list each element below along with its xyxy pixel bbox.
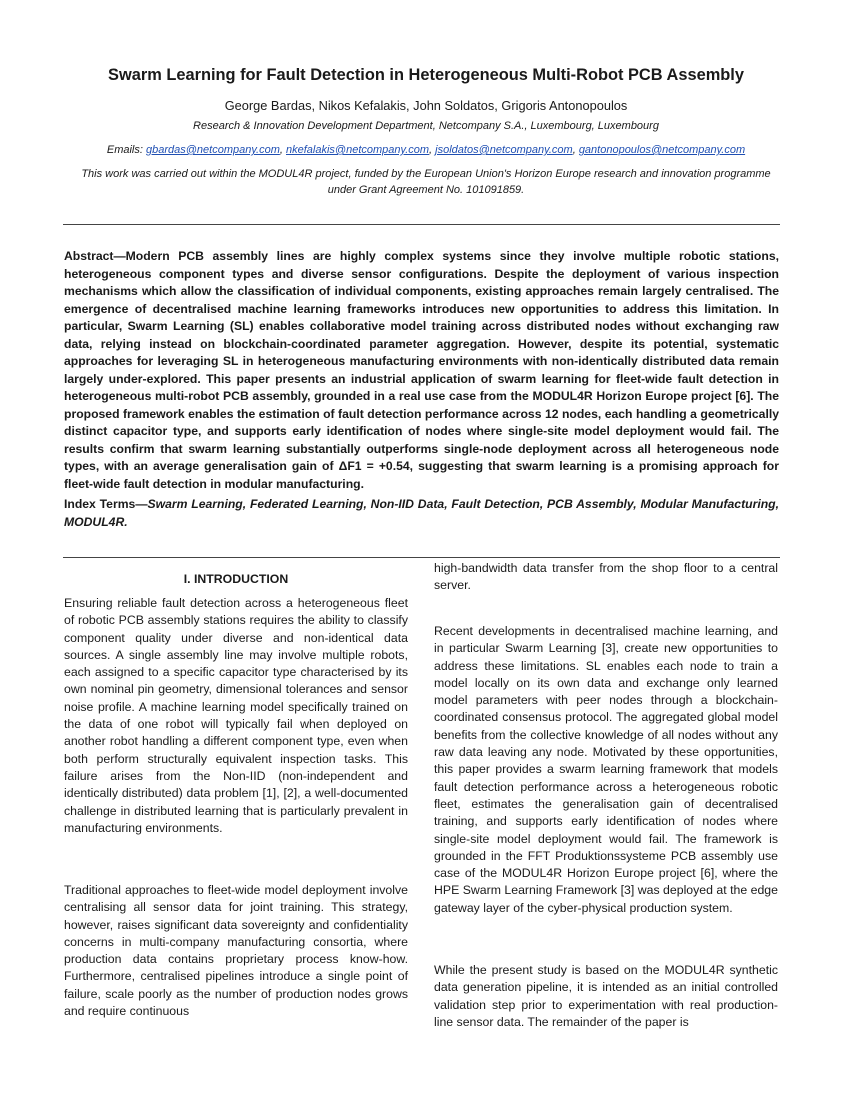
body-divider — [63, 557, 780, 558]
paper-title: Swarm Learning for Fault Detection in Heterogeneous Multi-Robot PCB Assembly — [108, 66, 744, 84]
intro-paragraph-3: Recent developments in decentralised machine learning, and in particular Swarm Learning [3], create new opportunities to address these limitations. SL enables each node to train a model locally on its own data and exchange only learned model parameters with peer nodes through a blockchain-coordinated consensus protocol. The aggregated global model benefits from the collective knowledge of all nodes without any raw data leaving any node. Motivated by these opportunities, this paper provides a swarm learning framework that models fault detection performance across a heterogeneous robotic fleet, estimates the generalisation gain of decentralised training, and supports early identification of nodes where single-site model deployment would fail. The framework is grounded in the FFT Produktionssysteme PCB assembly use case of the MODUL4R Horizon Europe project [6], where the HPE Swarm Learning Framework [3] was deployed at the edge gateway layer of the cyber-physical production system. — [434, 624, 778, 915]
index-terms — [64, 496, 779, 531]
abstract: Abstract—Modern PCB assembly lines are highly complex systems since they involve multiple robotic stations, heterogeneous component types and diverse sensor configurations. Despite the deployment of various inspection mechanisms which allow the classification of individual components, existing approaches remain largely centralised. The emergence of decentralised machine learning frameworks introduces new opportunities to address this limitation. In particular, Swarm Learning (SL) enables collaborative model training across distributed nodes without exchanging raw data, relying instead on blockchain-coordinated parameter aggregation. However, despite its potential, systematic approaches for leveraging SL in heterogeneous manufacturing environments with non-identically distributed data remain largely under-explored. This paper presents an industrial application of swarm learning for fleet-wide fault detection in heterogeneous multi-robot PCB assembly, grounded in a real use case from the MODUL4R Horizon Europe project [6]. The proposed framework enables the estimation of fault detection performance across 12 nodes, each handling a geometrically distinct capacitor type, and supports early identification of nodes where single-site model deployment would fail. The results confirm that swarm learning substantially outperforms single-node deployment across all heterogeneous node types, with an average generalisation gain of ΔF1 = +0.54, suggesting that swarm learning is a promising approach for fleet-wide fault detection in modular manufacturing. — [64, 249, 779, 491]
section-heading-introduction: I. INTRODUCTION — [183, 572, 289, 586]
emails-label: Emails: — [106, 144, 143, 156]
author-list: George Bardas, Nikos Kefalakis, John Soldatos, Grigoris Antonopoulos — [224, 98, 628, 113]
intro-paragraph-4: While the present study is based on the MODUL4R synthetic data generation pipeline, it is intended as an initial controlled validation step prior to experimentation with real production-line sensor data. The remainder of the paper is — [434, 963, 778, 1029]
email-link-kefalakis[interactable]: nkefalakis@netcompany.com — [286, 144, 430, 156]
funding-note: This work was carried out within the MODUL4R project, funded by the European Union's Horizon Europe research and innovation programme under Grant Agreement No. 101091859. — [81, 168, 771, 196]
email-line: Emails: gbardas@netcompany.com, nkefalakis@netcompany.com, jsoldatos@netcompany.com, gantonopoulos@netcompany.com — [106, 144, 746, 156]
index-terms-list: Swarm Learning, Federated Learning, Non-IID Data, Fault Detection, PCB Assembly, Modular Manufacturing, MODUL4R. — [64, 497, 779, 529]
email-link-bardas[interactable]: gbardas@netcompany.com — [146, 144, 280, 156]
intro-paragraph-2: Traditional approaches to fleet-wide model deployment involve centralising all sensor data for joint training. This strategy, however, raises significant data sovereignty and confidentiality concerns in multi-company manufacturing consortia, where production data contains proprietary process know-how. Furthermore, centralised pipelines introduce a single point of failure, scale poorly as the number of production nodes grows and require continuous — [64, 883, 408, 1019]
email-link-soldatos[interactable]: jsoldatos@netcompany.com — [435, 144, 573, 156]
header-divider — [63, 224, 780, 225]
email-link-antonopoulos[interactable]: gantonopoulos@netcompany.com — [578, 144, 746, 156]
intro-paragraph-1: Ensuring reliable fault detection across a heterogeneous fleet of robotic PCB assembly stations requires the ability to classify component quality under diverse and non-identical data sources. A single assembly line may involve multiple robots, each assigned to a specific capacitor type characterised by its own nominal pin geometry, dimensional tolerances and sensor noise profile. A machine learning model specifically trained on the data of one robot will typically fail when deployed on another robot handling a different component type, even when both perform structurally equivalent inspection tasks. This failure arises from the Non-IID (non-independent and identically distributed) data problem [1], [2], a well-documented challenge in distributed learning that is particularly prevalent in manufacturing environments. — [64, 596, 408, 835]
intro-paragraph-2-continued: high-bandwidth data transfer from the shop floor to a central server. — [434, 561, 778, 593]
index-terms-label: Index Terms— — [64, 497, 148, 511]
affiliation: Research & Innovation Development Department, Netcompany S.A., Luxembourg, Luxembourg — [193, 120, 659, 132]
